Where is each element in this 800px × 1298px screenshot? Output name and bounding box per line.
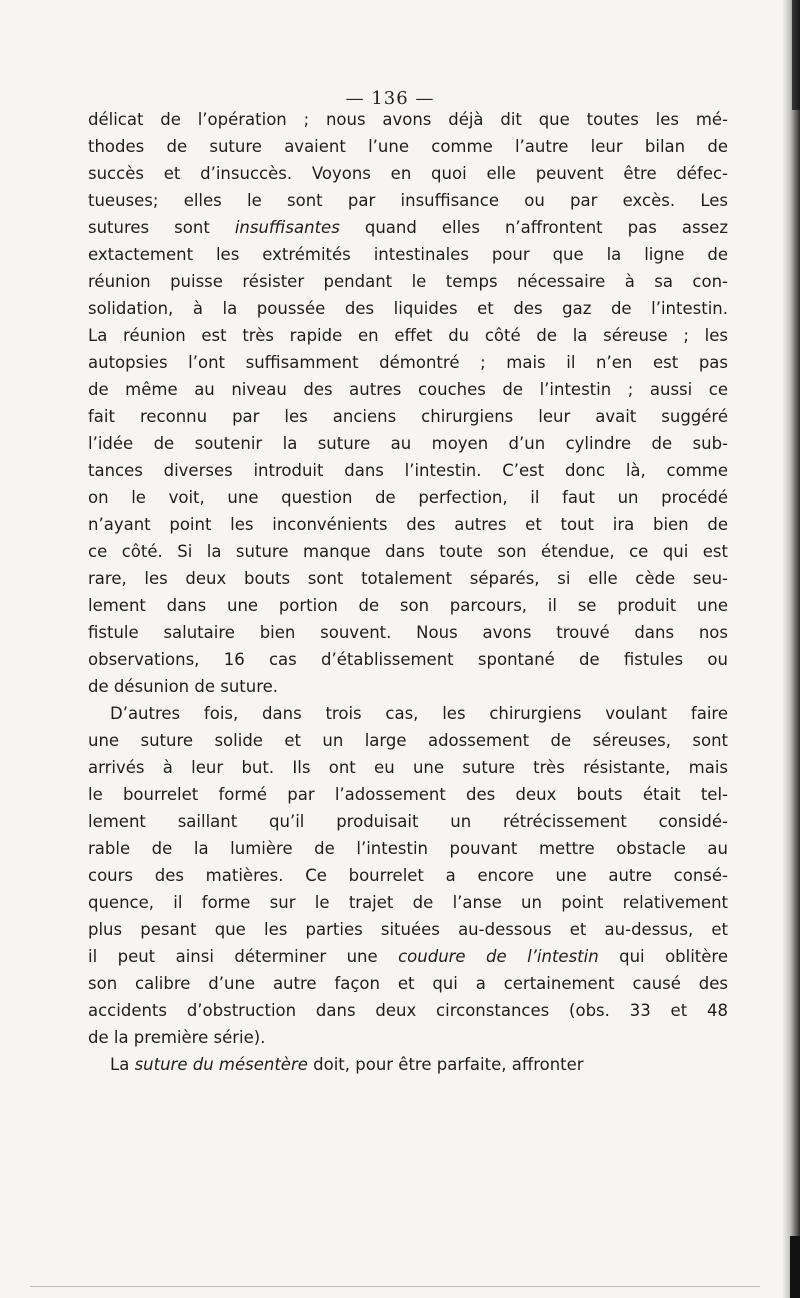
text-run: réunion puisse résister pendant le temps nécessaire à sa con- [88,272,728,291]
text-line [88,997,728,1024]
text-line [88,754,728,781]
text-run: fistule salutaire bien souvent. Nous avons trouvé dans nos [88,623,728,642]
text-run: tueuses; elles le sont par insuffisance ou par excès. Les [88,191,728,210]
text-line [88,943,728,970]
text-line [88,565,728,592]
text-line [88,457,728,484]
text-line [88,1051,728,1078]
text-run: succès et d’insuccès. Voyons en quoi elle peuvent être défec- [88,164,728,183]
text-line [88,160,728,187]
text-run: sutures sont [88,218,235,237]
text-run: de la première série). [88,1028,266,1047]
text-run: ce côté. Si la suture manque dans toute son étendue, ce qui est [88,542,728,561]
bottom-rule [30,1286,760,1287]
text-run: autopsies l’ont suffisamment démontré ; mais il n’en est pas [88,353,728,372]
text-run: thodes de suture avaient l’une comme l’autre leur bilan de [88,137,728,156]
text-run: de désunion de suture. [88,677,279,696]
page-binding-edge [782,0,800,1298]
text-line [88,322,728,349]
text-line [88,835,728,862]
text-run: doit, pour être parfaite, affronter [307,1055,584,1074]
text-run: lement dans une portion de son parcours, il se produit une [88,596,728,615]
text-line [88,619,728,646]
text-line [88,646,728,673]
body-text [88,106,728,1078]
text-run: D’autres fois, dans trois cas, les chirurgiens voulant faire [110,704,728,723]
italic-text: suture du mésentère [134,1055,308,1074]
text-line [88,484,728,511]
text-line [88,889,728,916]
text-line [88,673,728,700]
italic-text: coudure de l’intestin [398,947,599,966]
text-line [88,403,728,430]
text-line [88,511,728,538]
text-line [88,916,728,943]
text-run: lement saillant qu’il produisait un rétrécissement considé- [88,812,728,831]
text-line [88,700,728,727]
text-line [88,592,728,619]
text-line [88,349,728,376]
text-line [88,781,728,808]
text-run: n’ayant point les inconvénients des autres et tout ira bien de [88,515,728,534]
text-line [88,970,728,997]
text-line [88,133,728,160]
text-line [88,187,728,214]
text-run: de même au niveau des autres couches de l’intestin ; aussi ce [88,380,728,399]
text-run: rare, les deux bouts sont totalement séparés, si elle cède seu- [88,569,728,588]
edge-mark-top [792,0,800,110]
text-run: son calibre d’une autre façon et qui a certainement causé des [88,974,728,993]
text-line [88,808,728,835]
text-line [88,538,728,565]
text-line [88,295,728,322]
text-run: La [110,1055,135,1074]
text-run: il peut ainsi déterminer une [88,947,399,966]
text-run: cours des matières. Ce bourrelet a encore une autre consé- [88,866,728,885]
edge-mark-bottom [790,1236,800,1298]
text-line [88,430,728,457]
text-run: rable de la lumière de l’intestin pouvant mettre obstacle au [88,839,728,858]
text-run: arrivés à leur but. Ils ont eu une suture très résistante, mais [88,758,728,777]
text-line [88,862,728,889]
text-run: plus pesant que les parties situées au-dessous et au-dessus, et [88,920,728,939]
text-line [88,106,728,133]
italic-text: insuffisantes [234,218,340,237]
page-number-header: — 136 — [345,88,435,109]
text-run: quence, il forme sur le trajet de l’anse un point relativement [88,893,728,912]
text-run: on le voit, une question de perfection, il faut un procédé [88,488,728,507]
text-line [88,727,728,754]
text-run: une suture solide et un large adossement de séreuses, sont [88,731,728,750]
text-run: solidation, à la poussée des liquides et des gaz de l’intestin. [88,299,728,318]
text-run: le bourrelet formé par l’adossement des deux bouts était tel- [88,785,728,804]
text-run: fait reconnu par les anciens chirurgiens leur avait suggéré [88,407,728,426]
text-run: délicat de l’opération ; nous avons déjà dit que toutes les mé- [88,110,728,129]
text-run: observations, 16 cas d’établissement spontané de fistules ou [88,650,728,669]
text-run: La réunion est très rapide en effet du côté de la séreuse ; les [88,326,728,345]
text-line [88,376,728,403]
text-line [88,214,728,241]
text-run: tances diverses introduit dans l’intestin. C’est donc là, comme [88,461,728,480]
text-run: extactement les extrémités intestinales pour que la ligne de [88,245,728,264]
text-run: l’idée de soutenir la suture au moyen d’un cylindre de sub- [88,434,728,453]
text-run: quand elles n’affrontent pas assez [339,218,728,237]
text-line [88,241,728,268]
text-run: qui oblitère [598,947,728,966]
text-line [88,268,728,295]
text-run: accidents d’obstruction dans deux circonstances (obs. 33 et 48 [88,1001,728,1020]
text-line [88,1024,728,1051]
